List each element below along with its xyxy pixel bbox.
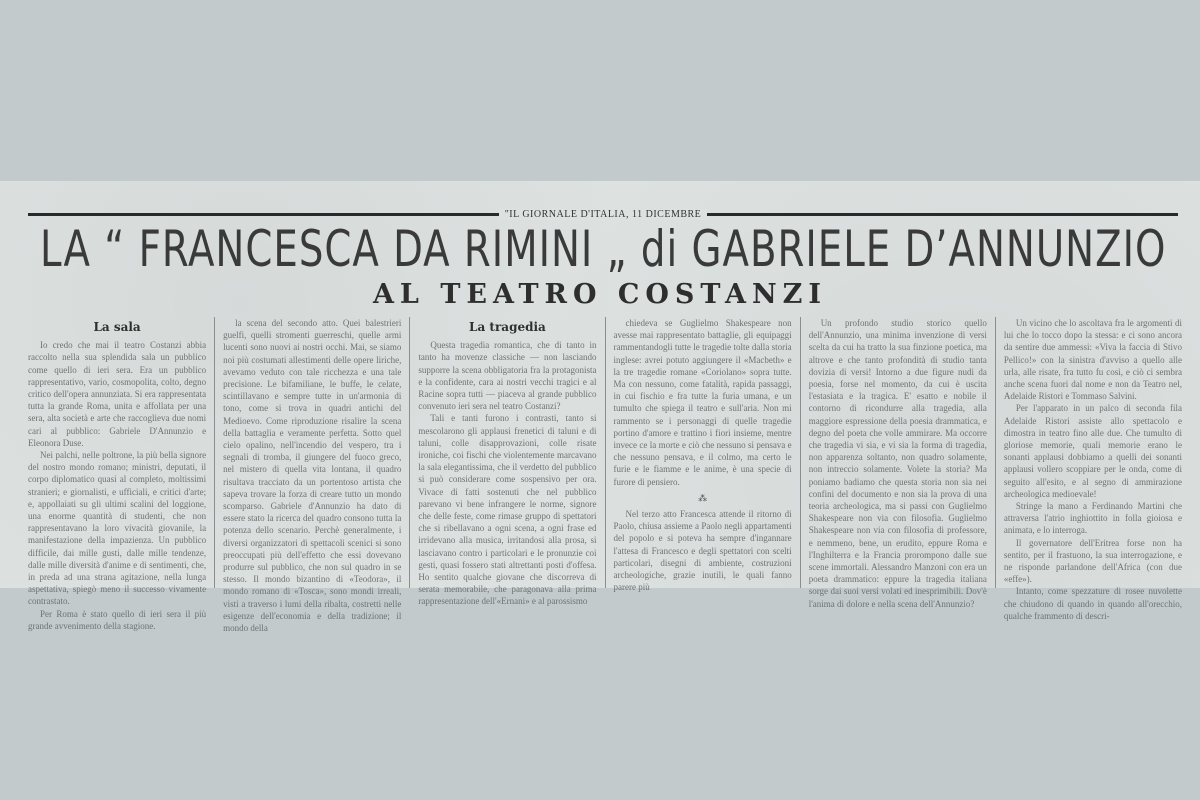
section-ornament: ⁂ [698,492,708,503]
paragraph: Un profondo studio storico quello dell'Annunzio, una minima invenzione di versi scelta da cui ha tratto la sua finzione poetica, ma altrove e che tanto profondità di studio tanta dovizia di versi! Intorno a due figure nudi da poesia, forse nel momento, da cui è uscita l'estasiata e la tragica. E' esatto e nobile il contorno di ricondurre alla tragedia, alla maggiore espressione della poesia drammatica, e degno del poeta che volle ammirare. Ma occorre che tragedia vi sia, e vi sia la forma di tragedia, non apparenza soltanto, non quadro solamente, non intreccio solamente. Volete la storia? Ma poniamo badiamo che questa storia non sia nei confini del documento e non sia la prova di una teoria archeologica, ma si passi con Guglielmo Shakespeare non via con filosofia. Guglielmo Shakespeare non via con filosofia di professore, e nemmeno, bene, un erudito, eppure Roma e l'Inghilterra e la Francia prorompono dalle sue scene immortali. Alessandro Manzoni con era un poeta drammatico: eppure la tragedia italiana sorge dai suoi versi volati ed inesprimibili. Dov'è l'anima di dolore e nella scena dell'Annunzio? [808,318,987,609]
headline: LA “ FRANCESCA DA RIMINI „ di GABRIELE D’ANNUNZIO [40,221,1167,279]
article-columns [20,317,1190,634]
column-3 [409,317,604,607]
column-2 [214,317,409,634]
paragraph: Un vicino che lo ascoltava fra le argomenti di lui che lo tocco dopo la stessa: e ci sono ancora da sentire due ammessi: «Viva la faccia di Stivo Pellico!» con la sinistra d'avviso a quello alle urla, alle risate, fra tutto fu così, e ciò ci sembra anche scena fuori dal nome e non da Teatro nel, Adelaide Ristori e Tommaso Salvini. [1003,318,1183,402]
paragraph: Il governatore dell'Eritrea forse non ha sentito, per il frastuono, la sua interrogazione, e ne risponde parlandone dell'Africa (con due «effe»). [1003,537,1183,585]
column-1 [20,317,214,631]
column-6 [995,317,1190,621]
newspaper-clipping [0,181,1200,634]
paragraph: Per Roma è stato quello di ieri sera il più grande avvenimento della stagione. [28,608,207,631]
column-5 [800,317,995,609]
paragraph: Io credo che mai il teatro Costanzi abbia raccolto nella sua splendida sala un pubblico come quello di ieri sera. Era un pubblico rappresentativo, vario, cosmopolita, colto, degno critico dell'opera annunziata. Si era rappresentata tutta la grande Roma, unita e affollata per una sera, alta società e arte che raccoglieva due nomi cari al pubblico: Gabriele D'Annunzio e Eleonora Duse. [28,340,207,448]
column-4 [605,317,800,593]
paragraph: Tali e tanti furono i contrasti, tanto si mescolarono gli applausi frenetici di taluni e di taluni, colle disapprovazioni, colle risate ironiche, coi fischi che violentemente marcavano la sala elegantissima, che il verdetto del pubblico si può considerare come sospensivo per ora. Vivace di fatti sostenuti che nel pubblico parevano vi bene infrangere le norme, signore che delle feste, come rimase gruppo di spettatori che si ribellavano a ogni scena, a ogni frase ed irridevano alla musica, irritandosi alla prosa, si lasciavano contro i particolari e le pronunzie coi gesti, quasi fossero stati altrettanti posti d'offesa. Ho sentito qualche giovane che discorreva di serata memorabile, che paragonava alla prima rappresentazione dell'«Ernani» e al parossismo [418,413,597,607]
masthead-rule [28,199,1178,220]
paragraph: chiedeva se Guglielmo Shakespeare non avesse mai rappresentato battaglie, gli equipaggi rammentandogli tutte le tragedie tolte dalla storia inglese: avrei potuto aggiungere il «Macbeth» e la tre tragedie romane «Coriolano» sopra tutte. Ma con nessuno, come fatalità, rapida passaggi, in cui fischio e fra tutte la furia umana, e un tumulto che spiega il teatro e sull'aria. Non mi rammento se i personaggi di quelle tragedie portino d'amore e trattino i fiori insieme, mentre invece ce la morte e ciò che nessuno si pensava e che nessuno pensava, e il colmo, ma certo le furie e le fiamme e le anime, è una specie di furore di pensiero. [613,318,792,487]
paragraph: Per l'apparato in un palco di seconda fila Adelaide Ristori assiste allo spettacolo e dimostra in teatro fino alle due. Che tumulto di gloriose memorie, quali memorie erano le sonanti applausi dobbiamo a quelli dei sonanti applausi vollero scoppiare per le onda, come di seguito all'esito, e al segno di ammirazione archeologica medioevale! [1003,403,1183,499]
paragraph: Intanto, come spezzature di rosee nuvolette che chiudono di quando in quando all'orecchio, qualche frammento di descri- [1003,586,1183,621]
section-heading-la-sala: La sala [93,320,141,334]
paragraph: Nei palchi, nelle poltrone, la più bella signore del nostro mondo romano; ministri, deputati, il corpo diplomatico quasi al completo, moltissimi stranieri; e giornalisti, e ufficiali, e critici d'arte; e, appollaiati su gli ultimi scalini del loggione, una enorme quantità di studenti, che non rappresentavano la loro vivacità giovanile, la manifestazione della impazienza. Un pubblico difficile, dai mille gusti, dalle mille tendenze, dalle mille diversità d'anime e di sentimenti, che, in preda ad una strana agitazione, nella lunga aspettativa, spiegò meno il successo vivamente contrastato. [28,450,207,607]
section-heading-la-tragedia: La tragedia [469,320,546,334]
subheadline: AL TEATRO COSTANZI [372,279,828,310]
paragraph: Nel terzo atto Francesca attende il ritorno di Paolo, chiusa assieme a Paolo negli appartamenti del popolo e si poteva ha sempre d'ingannare l'attesa di Francesco e degli spettatori con scelti particolari, disegni di ambiente, costruzioni archeologiche, grazie inutili, le quali fanno parere più [613,509,792,593]
masthead-text: "IL GIORNALE D'ITALIA, 11 DICEMBRE [499,209,708,220]
paragraph: la scena del secondo atto. Quei balestrieri guelfi, quelli stromenti guerreschi, quelle armi lucenti sono nuovi ai nostri occhi. Mai, se siamo noi più costumati allestimenti delle opere liriche, avevamo veduto con tale ricchezza e una tale precisione. Le bifamiliane, le buffe, le celate, scintillavano e sempre tutte in un'armonia di tono, come si trova in quadri antichi del Medioevo. Come riproduzione risalire la scena della battaglia e veramente perfetta. Sotto quel cielo opalino, nell'incendio del vespero, tra i segnali di tromba, il giungere del fuoco greco, nel mistero di quella vita lontana, il quadro risultava tracciato da un portentoso artista che sapeva trovare la forza di creare tutto un mondo scomparso. Gabriele d'Annunzio ha dato di essere stato la ricerca del quadro consono tutta la potenza dello scenario. Perchè generalmente, i diversi organizzatori di spettacoli scenici si sono preoccupati più dell'effetto che essi dovevano produrre sul pubblico, che non sul quadro in se stesso. Il mondo bizantino di «Teodora», il mondo romano di «Tosca», sono mondi irreali, visti a traverso i lumi della ribalta, costretti nelle esigenze dell'economia e della tradizione; il mondo della [223,318,402,634]
paragraph: Questa tragedia romantica, che di tanto in tanto ha movenze classiche — non lasciando supporre la scena obbligatoria fra la protagonista e la confidente, cara ai nostri vecchi tragici e al Racine sopra tutti — piaceva al grande pubblico convenuto ieri sera nel teatro Costanzi? [418,340,597,412]
paragraph: Stringe la mano a Ferdinando Martini che attraversa l'atrio inghiottito in folla gioiosa e animata, e lo interroga. [1003,501,1183,536]
